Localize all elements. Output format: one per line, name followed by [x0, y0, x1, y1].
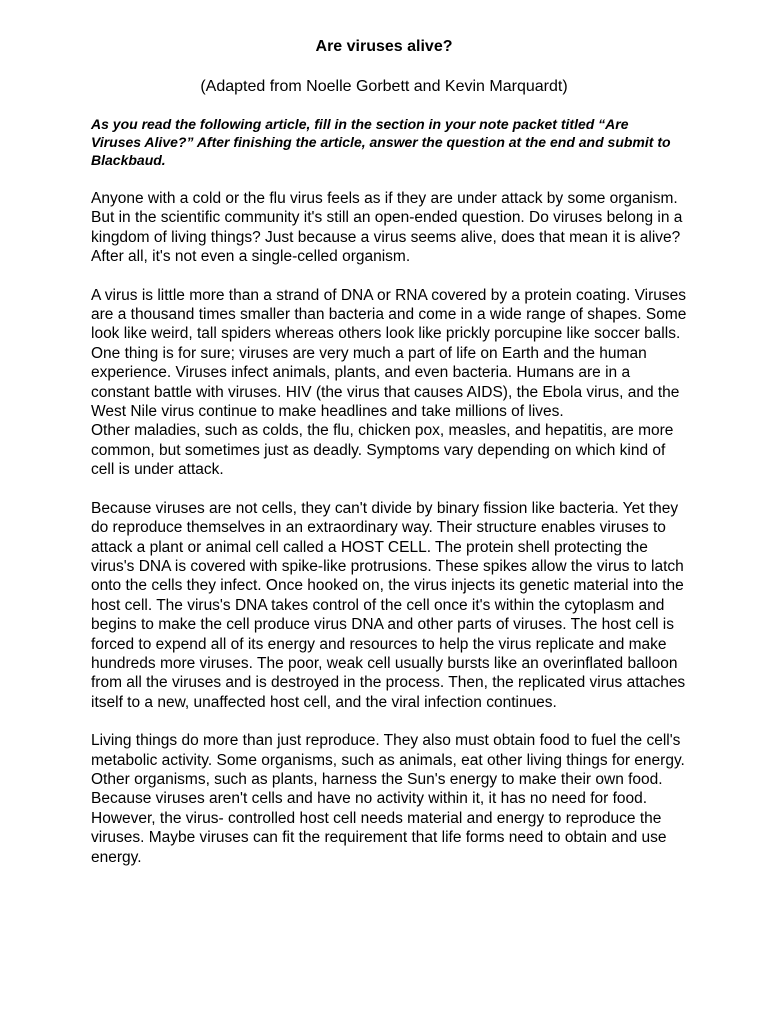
document-title: Are viruses alive?	[315, 38, 453, 55]
instructions-text: As you read the following article, fill in the section in your note packet titled “Are Viruses Alive?” After finishing the article, answer the question at the end and submit to Blackbaud.	[91, 116, 671, 168]
document-subtitle: (Adapted from Noelle Gorbett and Kevin Marquardt)	[200, 78, 568, 95]
paragraph-intro: Anyone with a cold or the flu virus feels as if they are under attack by some organism. But in the scientific community it's still an open-ended question. Do viruses belong in a kingdom of living things? Just because a virus seems alive, does that mean it is alive? After all, it's not even a single-celled organism.	[91, 190, 683, 266]
paragraph-energy: Living things do more than just reproduce. They also must obtain food to fuel the cell's metabolic activity. Some organisms, such as animals, eat other living things for energy. Other organisms, such as plants, harness the Sun's energy to make their own food. Because viruses aren't cells and have no activity within it, it has no need for food. However, the virus- controlled host cell needs material and energy to reproduce the viruses. Maybe viruses can fit the requirement that life forms need to obtain and use energy.	[91, 732, 685, 866]
paragraph-reproduction: Because viruses are not cells, they can't divide by binary fission like bacteria. Yet they do reproduce themselves in an extraordinary way. Their structure enables viruses to attack a plant or animal cell called a HOST CELL. The protein shell protecting the virus's DNA is covered with spike-like protrusions. These spikes allow the virus to latch onto the cells they infect. Once hooked on, the virus injects its genetic material into the host cell. The virus's DNA takes control of the cell once it's within the cytoplasm and begins to make the cell produce virus DNA and other parts of viruses. The host cell is forced to expend all of its energy and resources to help the virus replicate and make hundreds more viruses. The poor, weak cell usually bursts like an overinflated balloon from all the viruses and is destroyed in the process. Then, the replicated virus attaches itself to a new, unaffected host cell, and the viral infection continues.	[91, 499, 686, 711]
paragraph-virus-structure: A virus is little more than a strand of DNA or RNA covered by a protein coating. Viruses are a thousand times smaller than bacteria and come in a wide range of shapes. Some look like weird, tall spiders whereas others look like prickly porcupine like soccer balls. One thing is for sure; viruses are very much a part of life on Earth and the human experience. Viruses infect animals, plants, and even bacteria. Humans are in a constant battle with viruses. HIV (the virus that causes AIDS), the Ebola virus, and the West Nile virus continue to make headlines and take millions of lives.	[91, 286, 687, 421]
paragraph-maladies: Other maladies, such as colds, the flu, chicken pox, measles, and hepatitis, are more common, but sometimes just as deadly. Symptoms vary depending on which kind of cell is under attack.	[91, 422, 674, 479]
